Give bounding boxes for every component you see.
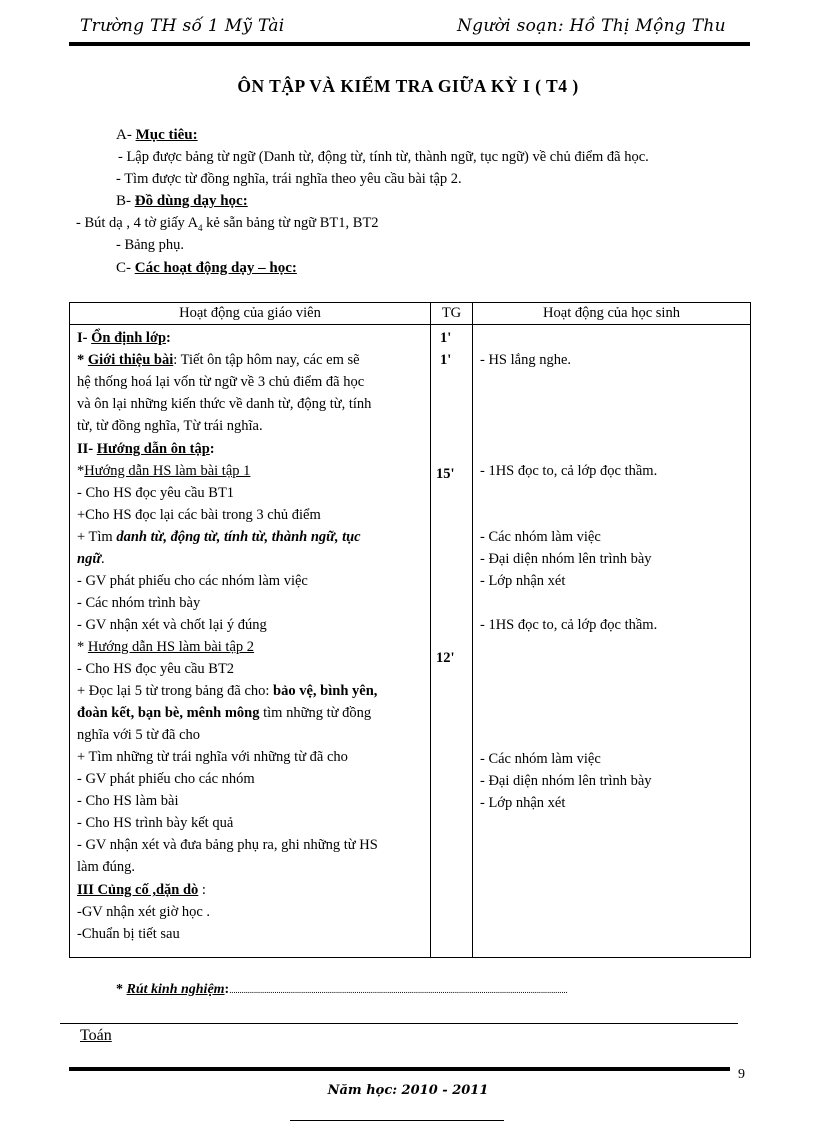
section-c-label: C- <box>116 260 135 276</box>
time-1: 1' <box>440 330 452 346</box>
t-step3-title: III Củng cố ,dặn dò <box>77 882 199 898</box>
t-line-15 <box>77 639 254 656</box>
t-line-9: +Cho HS đọc lại các bài trong 3 chủ điểm <box>77 507 321 523</box>
section-a-label: A- <box>116 127 136 143</box>
objective-2: - Tìm được từ đồng nghĩa, trái nghĩa theo yêu cầu bài tập 2. <box>116 171 462 187</box>
materials-2: - Bảng phụ. <box>116 237 185 253</box>
school-year: Năm học: 2010 - 2011 <box>327 1083 489 1098</box>
t-find-period: . <box>101 551 105 567</box>
t-find-terms: danh từ, động từ, tính từ, thành ngữ, tục <box>116 529 361 545</box>
section-b-heading <box>116 193 248 210</box>
materials-1 <box>76 215 379 233</box>
s-line-3: - Các nhóm làm việc <box>480 529 601 545</box>
s-line-8: - Đại diện nhóm lên trình bày <box>480 773 652 789</box>
section-a-heading <box>116 127 198 144</box>
t-line-19: nghĩa với 5 từ đã cho <box>77 727 201 743</box>
page-number: 9 <box>738 1067 745 1082</box>
s-line-6: - 1HS đọc to, cả lớp đọc thầm. <box>480 617 658 633</box>
t-reread-words: bảo vệ, bình yên, <box>273 683 378 699</box>
time-2: 1' <box>440 352 452 368</box>
t-ex2-title: Hướng dẫn HS làm bài tập 2 <box>87 639 255 655</box>
t-line-1 <box>77 330 171 347</box>
next-subject: Toán <box>80 1027 112 1044</box>
experience-notes <box>116 982 567 998</box>
t-reread-suffix: tìm những từ đồng <box>259 705 372 721</box>
separator-line <box>60 1023 738 1024</box>
time-cell <box>431 325 473 958</box>
section-c-heading <box>116 260 297 277</box>
t-line-7 <box>77 463 250 480</box>
s-line-9: - Lớp nhận xét <box>480 795 566 811</box>
t-line-24: - GV nhận xét và đưa bảng phụ ra, ghi những từ HS <box>77 837 378 853</box>
teacher-cell <box>70 325 431 958</box>
footer-underline <box>290 1120 504 1121</box>
t-line-28: -Chuẩn bị tiết sau <box>77 926 180 942</box>
teacher-column-header: Hoạt động của giáo viên <box>70 303 431 325</box>
section-a-title: Mục tiêu: <box>135 127 198 143</box>
t-ex1-star: * <box>77 463 85 479</box>
section-b-title: Đồ dùng dạy học: <box>134 193 248 209</box>
t-reread-prefix: + Đọc lại 5 từ trong bảng đã cho: <box>77 683 274 699</box>
s-line-1: - HS lắng nghe. <box>480 352 572 368</box>
section-c-title: Các hoạt động dạy – học: <box>134 260 297 276</box>
lesson-table <box>69 302 751 958</box>
t-line-20: + Tìm những từ trái nghĩa với những từ đã cho <box>77 749 348 765</box>
t-step2-title: Hướng dẫn ôn tập <box>96 441 210 457</box>
materials-1-text: - Bút dạ , 4 tờ giấy A <box>76 215 199 231</box>
t-line-17 <box>77 683 377 700</box>
header-rule <box>69 42 750 46</box>
t-ex2-star: * <box>77 639 88 655</box>
t-line-2 <box>77 352 360 369</box>
t-step3-colon: : <box>198 882 206 898</box>
school-name: Trường TH số 1 Mỹ Tài <box>80 16 285 36</box>
table-body-row <box>70 325 751 958</box>
t-intro-text: : Tiết ôn tập hôm nay, các em sẽ <box>173 352 360 368</box>
paper-size-sub: 4 <box>198 222 203 233</box>
time-column-header: TG <box>431 303 473 325</box>
page-title: ÔN TẬP VÀ KIỂM TRA GIỮA KỲ I ( T4 ) <box>237 76 579 96</box>
t-intro-star: * <box>77 352 88 368</box>
s-line-7: - Các nhóm làm việc <box>480 751 601 767</box>
t-line-23: - Cho HS trình bày kết quả <box>77 815 234 831</box>
section-b-label: B- <box>116 193 135 209</box>
author-name: Người soạn: Hồ Thị Mộng Thu <box>457 16 726 36</box>
s-line-2: - 1HS đọc to, cả lớp đọc thầm. <box>480 463 658 479</box>
t-find-terms-end: ngữ <box>77 551 102 567</box>
t-line-16: - Cho HS đọc yêu cầu BT2 <box>77 661 235 677</box>
t-line-27: -GV nhận xét giờ học . <box>77 904 211 920</box>
t-step1-colon: : <box>166 330 171 346</box>
t-line-21: - GV phát phiếu cho các nhóm <box>77 771 255 787</box>
t-step1-label: I- <box>77 330 92 346</box>
student-cell <box>473 325 751 958</box>
s-line-4: - Đại diện nhóm lên trình bày <box>480 551 652 567</box>
time-4: 12' <box>436 650 455 666</box>
student-column-header: Hoạt động của học sinh <box>473 303 751 325</box>
t-step1-title: Ổn định lớp <box>91 330 167 346</box>
s-line-5: - Lớp nhận xét <box>480 573 566 589</box>
t-reread-words-2: đoàn kết, bạn bè, mênh mông <box>77 705 260 721</box>
t-line-4: và ôn lại những kiến thức về danh từ, động từ, tính <box>77 396 372 412</box>
t-line-22: - Cho HS làm bài <box>77 793 179 809</box>
time-3: 15' <box>436 466 455 482</box>
t-line-5: từ, từ đồng nghĩa, Từ trái nghĩa. <box>77 418 263 434</box>
t-find-prefix: + Tìm <box>77 529 117 545</box>
t-line-12: - GV phát phiếu cho các nhóm làm việc <box>77 573 308 589</box>
t-line-8: - Cho HS đọc yêu cầu BT1 <box>77 485 235 501</box>
t-line-26 <box>77 882 206 899</box>
table-header-row <box>70 303 751 325</box>
materials-1-rest: kẻ sẵn bảng từ ngữ BT1, BT2 <box>202 215 379 231</box>
experience-colon: : <box>224 982 230 997</box>
t-line-3: hệ thống hoá lại vốn từ ngữ về 3 chủ điểm đã học <box>77 374 365 390</box>
experience-dots: ..................................................................................................................................................................... <box>229 985 568 995</box>
t-step2-label: II- <box>77 441 97 457</box>
t-line-13: - Các nhóm trình bày <box>77 595 201 611</box>
footer-rule <box>69 1067 730 1071</box>
experience-label: Rút kinh nghiệm <box>126 982 225 997</box>
objective-1: - Lập được bảng từ ngữ (Danh từ, động từ, tính từ, thành ngữ, tục ngữ) về chủ điểm đã học. <box>118 149 649 165</box>
t-ex1-title: Hướng dẫn HS làm bài tập 1 <box>84 463 251 479</box>
t-line-11 <box>77 551 105 568</box>
t-line-18 <box>77 705 371 722</box>
t-line-10 <box>77 529 361 546</box>
t-line-25: làm đúng. <box>77 859 135 875</box>
t-line-6 <box>77 441 215 458</box>
t-line-14: - GV nhận xét và chốt lại ý đúng <box>77 617 267 633</box>
experience-star: * <box>116 982 127 997</box>
t-intro-title: Giới thiệu bài <box>87 352 174 368</box>
t-step2-colon: : <box>209 441 215 457</box>
